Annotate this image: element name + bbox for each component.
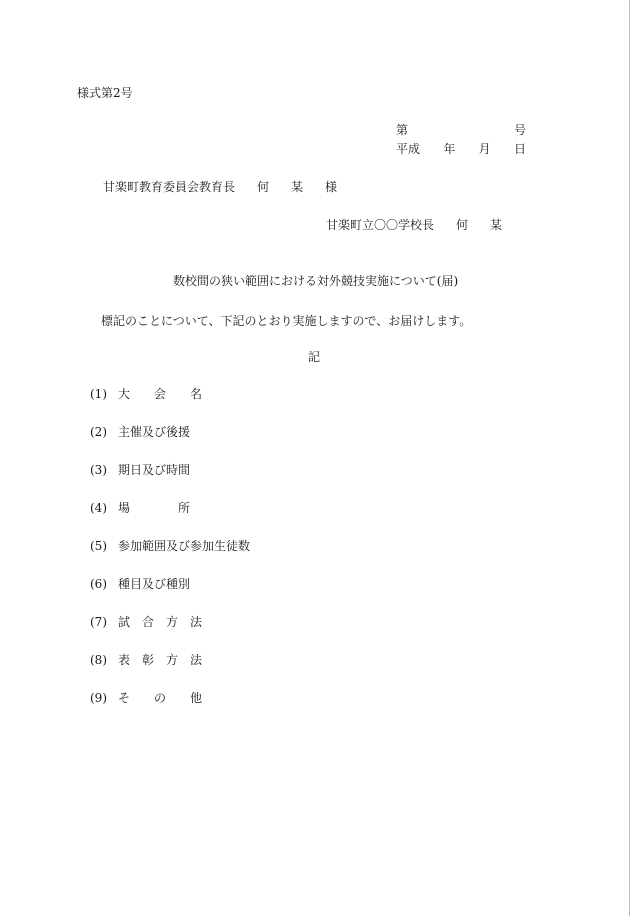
doc-number-prefix: 第 [396,123,409,137]
document-title: 数校間の狭い範囲における対外競技実施について(届) [173,274,459,288]
item-label [118,501,190,515]
item-number: (9) [90,691,107,705]
date-year: 年 [443,142,456,156]
doc-number-suffix: 号 [513,123,526,137]
item-number: (8) [90,653,107,667]
list-item [90,577,190,591]
addressee-office: 甘楽町教育委員会教育長 [103,180,236,194]
item-char: 彰 [142,653,155,667]
sender-name-1: 何 [456,218,469,232]
item-char: の [154,691,167,705]
item-label [118,653,202,667]
item-label: 期日及び時間 [118,463,191,477]
list-item [90,539,250,553]
sender-name-2: 某 [490,218,503,232]
ki-heading: 記 [308,350,321,364]
item-number: (5) [90,539,107,553]
item-char: 名 [190,387,203,401]
sender [326,218,502,232]
item-char: 合 [142,615,155,629]
item-char: 試 [118,615,131,629]
list-item [90,425,190,439]
date-line [396,142,526,156]
form-number: 様式第2号 [77,86,133,100]
date-era: 平成 [396,142,421,156]
item-label: 主催及び後援 [118,425,191,439]
item-label: 参加範囲及び参加生徒数 [118,539,251,553]
item-char: 法 [190,615,203,629]
item-number: (7) [90,615,107,629]
item-number: (1) [90,387,107,401]
date-month: 月 [478,142,491,156]
list-item [90,387,202,401]
date-day: 日 [513,142,526,156]
item-char: そ [118,691,131,705]
addressee-honorific: 様 [325,180,338,194]
item-char: 大 [118,387,131,401]
item-label [118,691,202,705]
addressee-name-1: 何 [257,180,270,194]
item-char: 法 [190,653,203,667]
addressee [103,180,337,194]
item-number: (2) [90,425,107,439]
list-item [90,615,202,629]
intro-text: 標記のことについて、下記のとおり実施しますので、お届けします。 [101,314,472,328]
list-item [90,653,202,667]
list-item [90,691,202,705]
item-number: (3) [90,463,107,477]
list-item [90,463,190,477]
item-char: 他 [190,691,203,705]
item-number: (6) [90,577,107,591]
item-char: 場 [118,501,131,515]
item-label [118,387,202,401]
item-char: 表 [118,653,131,667]
sender-school: 甘楽町立〇〇学校長 [326,218,435,232]
item-char: 方 [166,653,179,667]
item-char: 所 [178,501,191,515]
document-number-line [396,123,526,137]
item-label: 種目及び種別 [118,577,191,591]
addressee-name-2: 某 [291,180,304,194]
item-char: 方 [166,615,179,629]
item-label [118,615,202,629]
item-char: 会 [154,387,167,401]
list-item [90,501,190,515]
item-number: (4) [90,501,107,515]
